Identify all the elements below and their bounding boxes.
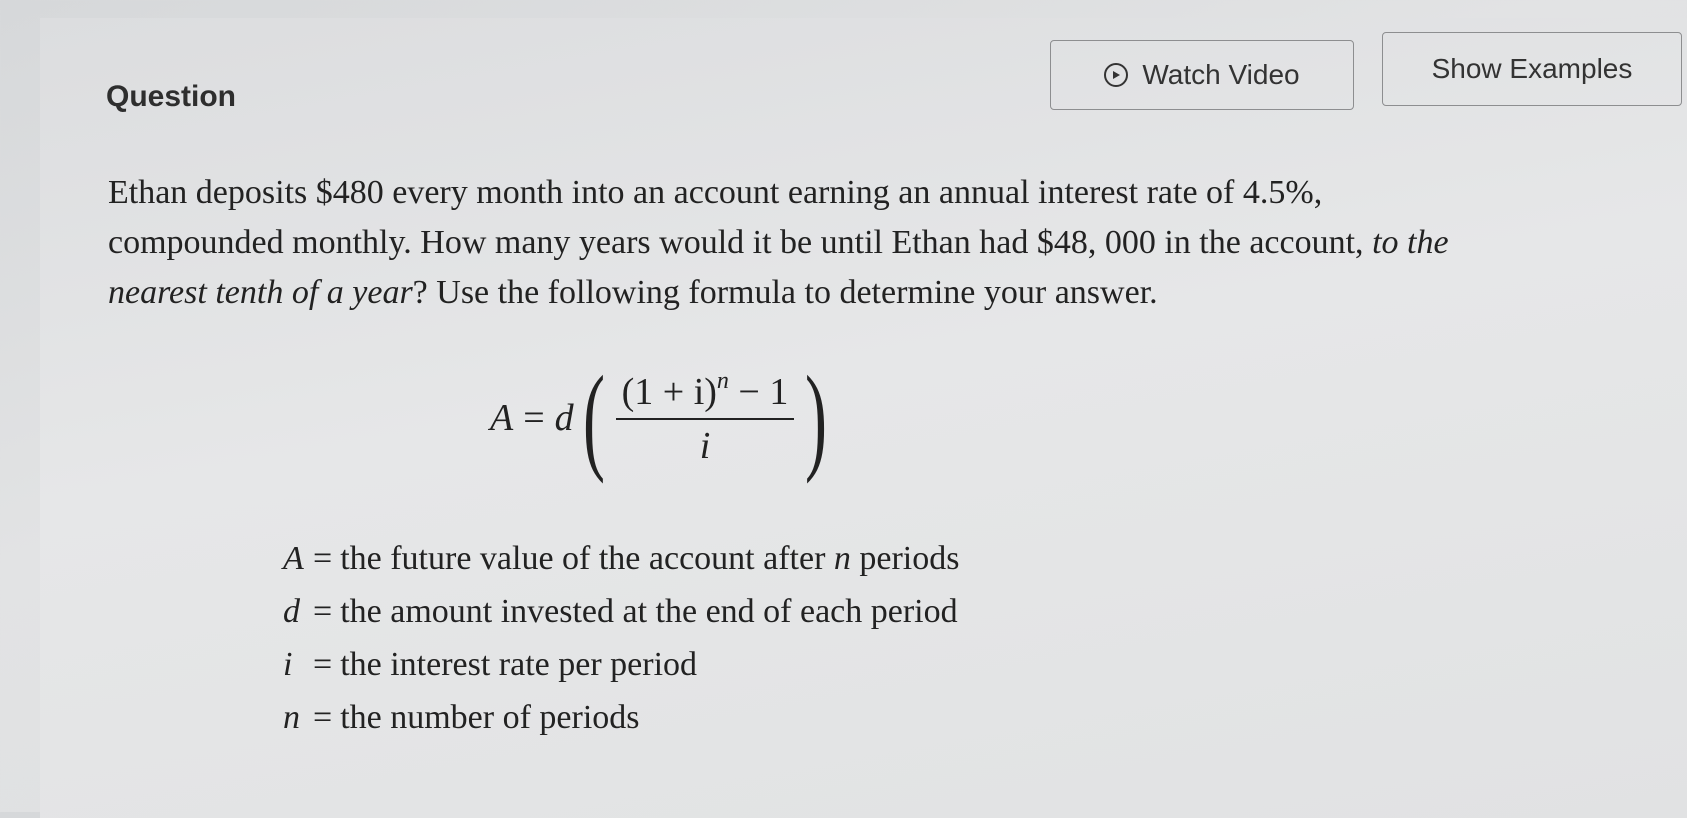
definition-text: the interest rate per period [340,646,698,683]
definition-symbol: A [283,540,304,577]
definition-text: the number of periods [340,699,640,736]
question-text [108,168,1668,318]
show-examples-label: Show Examples [1431,53,1633,84]
question-heading: Question [106,80,237,113]
definition-row [283,585,959,638]
question-line-1: Ethan deposits $480 every month into an account earning an annual interest rate of 4.5%, [108,174,1323,211]
play-circle-icon [1104,63,1128,87]
variable-definitions [283,532,959,744]
definition-symbol: d [283,593,300,630]
formula-fraction [616,368,795,468]
formula-coef: d [554,397,574,439]
question-line-2-plain: compounded monthly. How many years would it be until Ethan had $48, 000 in the account, [108,224,1373,261]
definition-row [283,638,959,691]
definition-symbol: i [283,646,293,683]
watch-video-button[interactable] [1050,40,1354,110]
definition-row [283,532,959,585]
show-examples-button[interactable] [1382,32,1682,106]
question-line-3-italic: nearest tenth of a year [108,274,413,311]
annuity-formula [490,351,836,484]
definition-equals: = [313,540,333,577]
definition-tail: periods [850,540,960,577]
question-line-2-italic: to the [1372,224,1449,261]
formula-lhs: A [490,397,514,439]
formula-denominator: i [699,425,711,467]
definition-text: the amount invested at the end of each period [340,593,958,630]
definition-italic: n [833,540,851,577]
definition-text: the future value of the account after [340,540,834,577]
formula-numerator-base: (1 + i) [621,371,717,413]
formula-right-paren: ) [805,351,828,484]
formula-exponent: n [716,368,729,394]
formula-numerator [616,368,795,420]
definition-equals: = [313,646,333,683]
definition-symbol: n [283,699,300,736]
question-line-3-plain: ? Use the following formula to determine your answer. [412,274,1158,311]
question-line-2 [108,218,1668,268]
formula-left-paren: ( [582,351,605,484]
definition-row [283,691,959,744]
formula-numerator-tail: − 1 [728,371,789,413]
definition-equals: = [313,699,333,736]
watch-video-label: Watch Video [1142,59,1300,90]
definition-equals: = [313,593,333,630]
formula-equals: = [523,397,545,439]
question-line-3 [108,268,1668,318]
